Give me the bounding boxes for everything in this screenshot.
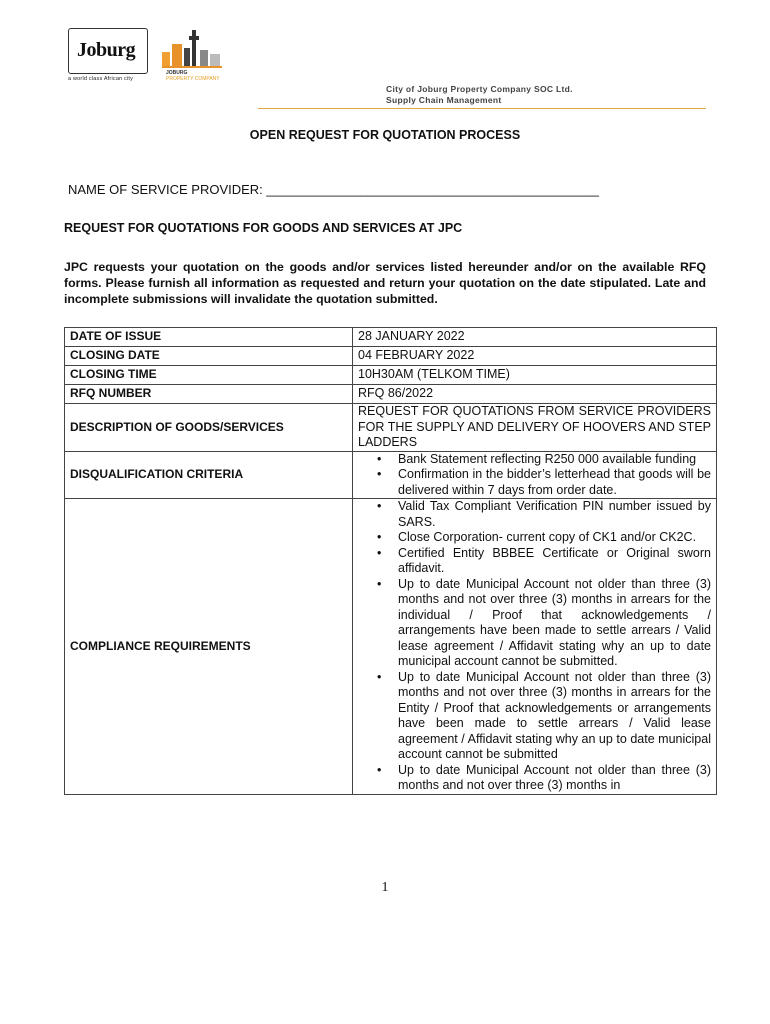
header-divider [258,108,706,109]
joburg-logo [68,28,148,74]
table-row-closing-date [65,347,717,366]
service-provider-line: NAME OF SERVICE PROVIDER: ______________________________________________ [68,182,599,197]
label-compliance: COMPLIANCE REQUIREMENTS [65,499,353,795]
value-compliance [353,499,717,795]
label-rfq-number: RFQ NUMBER [65,385,353,404]
jpc-logo-block [162,52,170,66]
table-row-date-of-issue [65,328,717,347]
value-date-of-issue: 28 JANUARY 2022 [353,328,717,347]
jpc-logo-block [172,44,182,66]
disqualification-list [358,452,711,499]
table-row-disqualification [65,451,717,499]
jpc-logo-text [166,71,220,82]
intro-paragraph: JPC requests your quotation on the goods and/or services listed hereunder and/or on the available RFQ forms. Please furnish all information as requested and return your quotation on the date stipulated. Late and incomplete submissions will invalidate the quotation submitted. [64,260,706,306]
label-closing-time: CLOSING TIME [65,366,353,385]
joburg-logo-word: Joburg [77,39,136,61]
table-row-description [65,404,717,452]
value-closing-date: 04 FEBRUARY 2022 [353,347,717,366]
list-item: • Up to date Municipal Account not older than three (3) months and not over three (3) months in arrears for the Entity / Proof that acknowledgements or arrangements have been made to settle arrears / Valid lease agreement / Affidavit stating why an up to date municipal account cannot be submitted [398,670,711,763]
jpc-logo-tower-top [189,36,199,40]
jpc-logo-line1: JOBURG [166,70,188,76]
list-item: • Certified Entity BBBEE Certificate or Original sworn affidavit. [398,546,711,577]
jpc-logo-tower [192,30,196,66]
document-title: OPEN REQUEST FOR QUOTATION PROCESS [249,128,521,142]
compliance-list [358,499,711,794]
list-item: • Close Corporation- current copy of CK1 and/or CK2C. [398,530,711,546]
jpc-logo-block [200,50,208,66]
list-item: • Confirmation in the bidder’s letterhead that goods will be delivered within 7 days from order date. [398,467,711,498]
rfq-details-table [64,327,717,795]
list-item: • Valid Tax Compliant Verification PIN number issued by SARS. [398,499,711,530]
label-disqualification: DISQUALIFICATION CRITERIA [65,451,353,499]
label-date-of-issue: DATE OF ISSUE [65,328,353,347]
joburg-tagline: a world class African city [68,76,134,82]
label-description: DESCRIPTION OF GOODS/SERVICES [65,404,353,452]
value-disqualification [353,451,717,499]
value-closing-time: 10H30AM (TELKOM TIME) [353,366,717,385]
table-row-closing-time [65,366,717,385]
label-closing-date: CLOSING DATE [65,347,353,366]
jpc-logo-line2: PROPERTY COMPANY [166,75,220,82]
table-row-compliance [65,499,717,795]
list-item: • Up to date Municipal Account not older than three (3) months and not over three (3) months in arrears for the individual / Proof that acknowledgements / arrangements have been made to settle arrears / Valid lease agreement / Affidavit stating why an up to date municipal account cannot be submitted. [398,577,711,670]
jpc-logo-block [210,54,220,66]
company-name: City of Joburg Property Company SOC Ltd. [386,84,573,94]
jpc-logo-block [184,48,190,66]
company-department: Supply Chain Management [386,95,502,105]
value-description: REQUEST FOR QUOTATIONS FROM SERVICE PROVIDERS FOR THE SUPPLY AND DELIVERY OF HOOVERS AND STEP LADDERS [353,404,717,452]
value-rfq-number: RFQ 86/2022 [353,385,717,404]
jpc-logo-base [162,66,222,68]
table-row-rfq-number [65,385,717,404]
rfq-heading: REQUEST FOR QUOTATIONS FOR GOODS AND SERVICES AT JPC [64,221,463,235]
page-number: 1 [381,880,389,895]
company-block [386,84,573,106]
list-item: • Up to date Municipal Account not older than three (3) months and not over three (3) months in [398,763,711,794]
list-item: • Bank Statement reflecting R250 000 available funding [398,452,711,468]
